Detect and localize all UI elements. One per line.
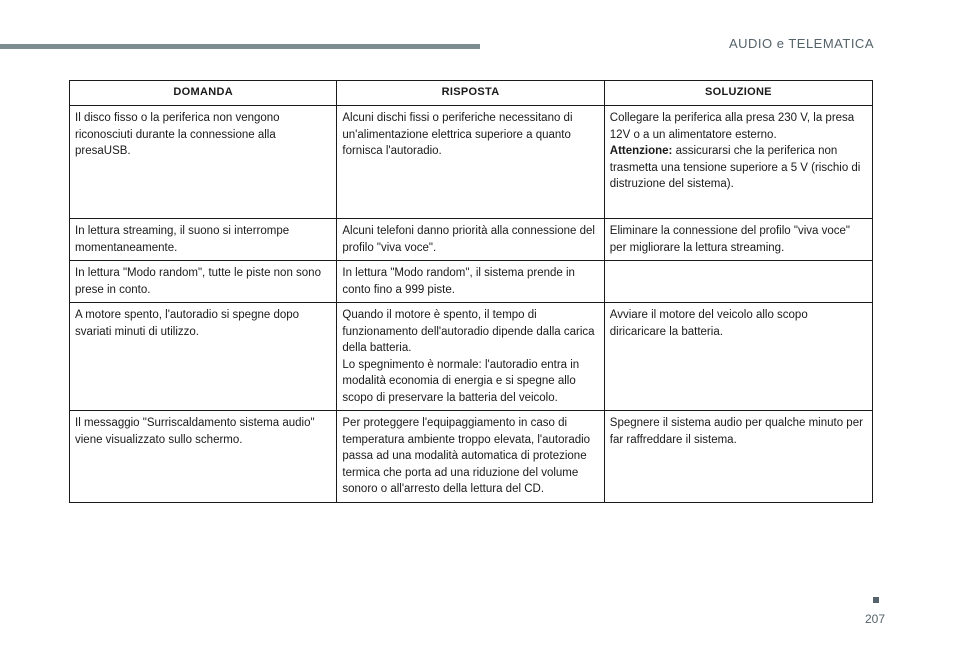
cell-text: In lettura "Modo random", tutte le piste non sono prese in conto. [75,267,321,296]
cell-risposta [337,411,604,503]
cell-text: Spegnere il sistema audio per qualche minuto per far raffreddare il sistema. [609,417,863,446]
cell-text: Eliminare la connessione del profilo "viva voce" per migliorare la lettura streaming. [609,225,850,254]
cell-text: Alcuni dischi fissi o periferiche necessitano di un'alimentazione elettrica superiore a quanto fornisca l'autoradio. [342,112,573,157]
cell-text: Il disco fisso o la periferica non vengono riconosciuti durante la connessione alla presaUSB. [75,112,280,157]
cell-text: Per proteggere l'equipaggiamento in caso di temperatura ambiente troppo elevata, l'autoradio passa ad una modalità automatica di protezione termica che porta ad una riduzione del volume sonoro o all'arresto della lettura del CD. [342,417,591,495]
table-row [70,411,873,503]
cell-risposta [337,261,604,303]
cell-risposta [337,219,604,261]
cell-text: In lettura "Modo random", il sistema prende in conto fino a 999 piste. [342,267,575,296]
cell-domanda [70,261,337,303]
cell-text: Collegare la periferica alla presa 230 V, la presa 12V o a un alimentatore esterno. [609,112,855,141]
table-row [70,219,873,261]
section-title: AUDIO e TELEMATICA [728,36,874,51]
troubleshooting-table [69,80,873,503]
cell-domanda [70,106,337,219]
column-header-risposta: RISPOSTA [337,81,604,106]
cell-risposta [337,106,604,219]
cell-soluzione [604,303,872,411]
table-header-row [70,81,873,106]
cell-text: Alcuni telefoni danno priorità alla connessione del profilo "viva voce". [342,225,595,254]
cell-domanda [70,411,337,503]
cell-text: Quando il motore è spento, il tempo di funzionamento dell'autoradio dipende dalla carica della batteria. [342,309,595,354]
cell-text: In lettura streaming, il suono si interrompe momentaneamente. [75,225,290,254]
warning-note [610,143,867,193]
cell-text-extra: Lo spegnimento è normale: l'autoradio entra in modalità economia di energia e si spegne allo scopo di preservare la batteria del veicolo. [342,358,580,404]
header-accent-bar [0,44,480,49]
cell-soluzione [604,106,872,219]
cell-risposta [337,303,604,411]
column-header-soluzione: SOLUZIONE [604,81,872,106]
warning-label: Attenzione: [609,145,673,157]
page-marker-square [873,597,879,603]
cell-text: Il messaggio "Surriscaldamento sistema audio" viene visualizzato sullo schermo. [75,417,315,446]
cell-soluzione [604,219,872,261]
cell-soluzione [604,411,872,503]
cell-domanda [70,219,337,261]
page-number: 207 [864,612,885,626]
warning-text: assicurarsi che la periferica non trasmetta una tensione superiore a 5 V (rischio di distruzione del sistema). [609,145,861,190]
cell-text: Avviare il motore del veicolo allo scopo diricaricare la batteria. [609,309,808,338]
table-row [70,261,873,303]
table-row [70,106,873,219]
table-row [70,303,873,411]
cell-soluzione [604,261,872,303]
cell-text: A motore spento, l'autoradio si spegne dopo svariati minuti di utilizzo. [75,309,300,338]
column-header-domanda: DOMANDA [70,81,337,106]
cell-domanda [70,303,337,411]
